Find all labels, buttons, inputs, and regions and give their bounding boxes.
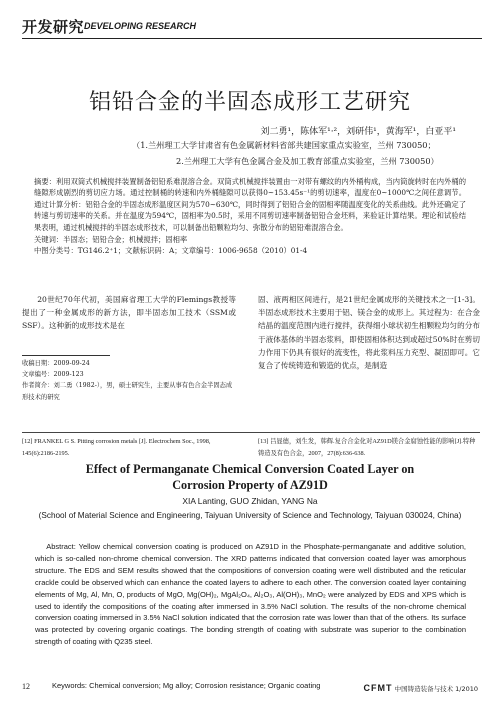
english-abstract-text: Abstract: Yellow chemical conversion coating is produced on AZ91D in the Phosphate-permanganate and additive solution, which is so-called non-chrome chemical conversion. The XRD patterns indicated that conversion coated layer was amorphous structure. The EDS and SEM results showed that the compositions of conversion coating were well distributed and the reticular crackle could be observed which can enhance the coated layers to adhere to each other. The conversion coated layer containing elements of Mg, Al, Mn, O, products of MgO, Mg(OH)₂, MgAl₂O₄, Al₂O₃, Al(OH)₃, MnO₂ were analyzed by EDS and XPS which is used to identify the compositions of the coating after immersed in 3.5% NaCl solution. The results of the non-chrome chemical conversion coating immersed in 3.5% NaCl solution indicated that the corrosion rate was lower than that of the others. Its surface was protected by covering organic coatings. The bonding strength of coating with substrate was superior to the combination strength of coating with Q235 steel. (35, 542, 466, 647)
english-abstract (35, 541, 466, 648)
body-right-text: 固、液两相区间进行，是21世纪金属成形的关键技术之一[1-3]。半固态成形技术主要用于铝、镁合金的成形上。其过程为：在合金结晶的温度范围内进行搅拌，获得细小球状初生相颗粒均匀的分布于液体基体的半固态浆料，即使固相体积达到或超过50%时在剪切力作用下仍具有很好的流变性，将此浆料压力充型、凝固即可。它复合了传统铸造和锻造的优点，是制造 (258, 295, 480, 371)
section-header (22, 16, 482, 39)
journal-logo: CFMT (363, 683, 393, 693)
english-keywords: Keywords: Chemical conversion; Mg alloy; Corrosion resistance; Organic coating (52, 681, 321, 690)
section-divider (22, 432, 480, 433)
reference-13: [13] 吕显德，刘生发，韩辉.复合合金化对AZ91D镁合金腐蚀性能的影响[J].特种铸造及有色合金，2007，27(8):636-638. (258, 438, 476, 457)
author-list: 刘二勇¹，陈体军¹·²，刘研伟¹，黄海军¹，白亚平¹ (260, 127, 456, 137)
keywords-cn: 关键词：半固态；铝铅合金；机械搅拌；固相率 (34, 235, 188, 245)
abstract-cn (34, 176, 466, 257)
journal-footer-text: 中国铸造装备与技术 1/2010 (394, 685, 478, 693)
article-number: 文章编号：2009-123 (22, 371, 84, 379)
page-number: 12 (22, 682, 30, 691)
footnote-rule (22, 355, 110, 356)
classification-cn: 中图分类号：TG146.2⁺1；文献标识码：A；文章编号：1006-9658（2010）01-4 (34, 246, 308, 256)
affiliation-2: 2.兰州理工大学有色金属合金及加工教育部重点实验室，兰州 730050） (176, 156, 439, 166)
footnote (22, 355, 236, 403)
journal-footer (363, 683, 478, 693)
author-bio: 作者简介：刘二勇（1982-），男，硕士研究生，主要从事有色合金半固态成形技术的研究 (22, 382, 233, 401)
english-title-line-2: Corrosion Property of AZ91D (172, 478, 328, 492)
section-header-cn: 开发研究 (22, 18, 85, 36)
english-authors: XIA Lanting, GUO Zhidan, YANG Na (182, 496, 318, 506)
english-title-line-1: Effect of Permanganate Chemical Conversion Coated Layer on (85, 462, 415, 476)
affiliation-1: （1.兰州理工大学甘肃省有色金属新材料省部共建国家重点实验室，兰州 730050； (132, 140, 436, 150)
section-header-en: DEVELOPING RESEARCH (84, 21, 197, 31)
body-column-right (258, 293, 480, 372)
article-title: 铝铅合金的半固态成形工艺研究 (88, 90, 411, 115)
english-affiliation: (School of Material Science and Engineering, Taiyuan University of Science and Technology, Taiyuan 030024, China) (38, 511, 462, 520)
received-date: 收稿日期：2009-09-24 (22, 360, 90, 367)
body-left-text: 20世纪70年代初，美国麻省理工大学的Flemings教授等提出了一种金属成形的新方法，即半固态加工技术（SSM或SSF）。这种新的成形技术是在 (22, 295, 236, 331)
body-column-left (22, 293, 236, 333)
abstract-cn-text: 摘要：利用双筒式机械搅拌装置制备铝铅系难混溶合金。双筒式机械搅拌装置由一对带有螺纹的内外桶构成，当内筒旋转时在内外桶的缝隙形成剧烈的剪切应力场。通过控制桶的转速和内外桶缝隙可以获得0~153.45s⁻¹的剪切速率，温度在0~1000℃之间任意调节。通过计算分析：铝铅合金的半固态成形温度区间为570~630℃，同时得到了铝铅合金的固相率随温度变化的关系曲线。此外还确定了转速与剪切速率的关系。并在温度为594℃，固相率为0.5时，采用不同剪切速率制备铝铅合金坯料，来验证计算结果。理论和试验结果表明，通过机械搅拌的半固态成形技术，可以制备出铅颗粒均匀、弥散分布的铝铅难混溶合金。 (34, 177, 466, 232)
english-title (0, 461, 500, 493)
reference-12: [12] FRANKEL G S. Pitting corrosion metals [J]. Electrochem Soc., 1998, 145(6):2186-2195. (22, 438, 211, 457)
